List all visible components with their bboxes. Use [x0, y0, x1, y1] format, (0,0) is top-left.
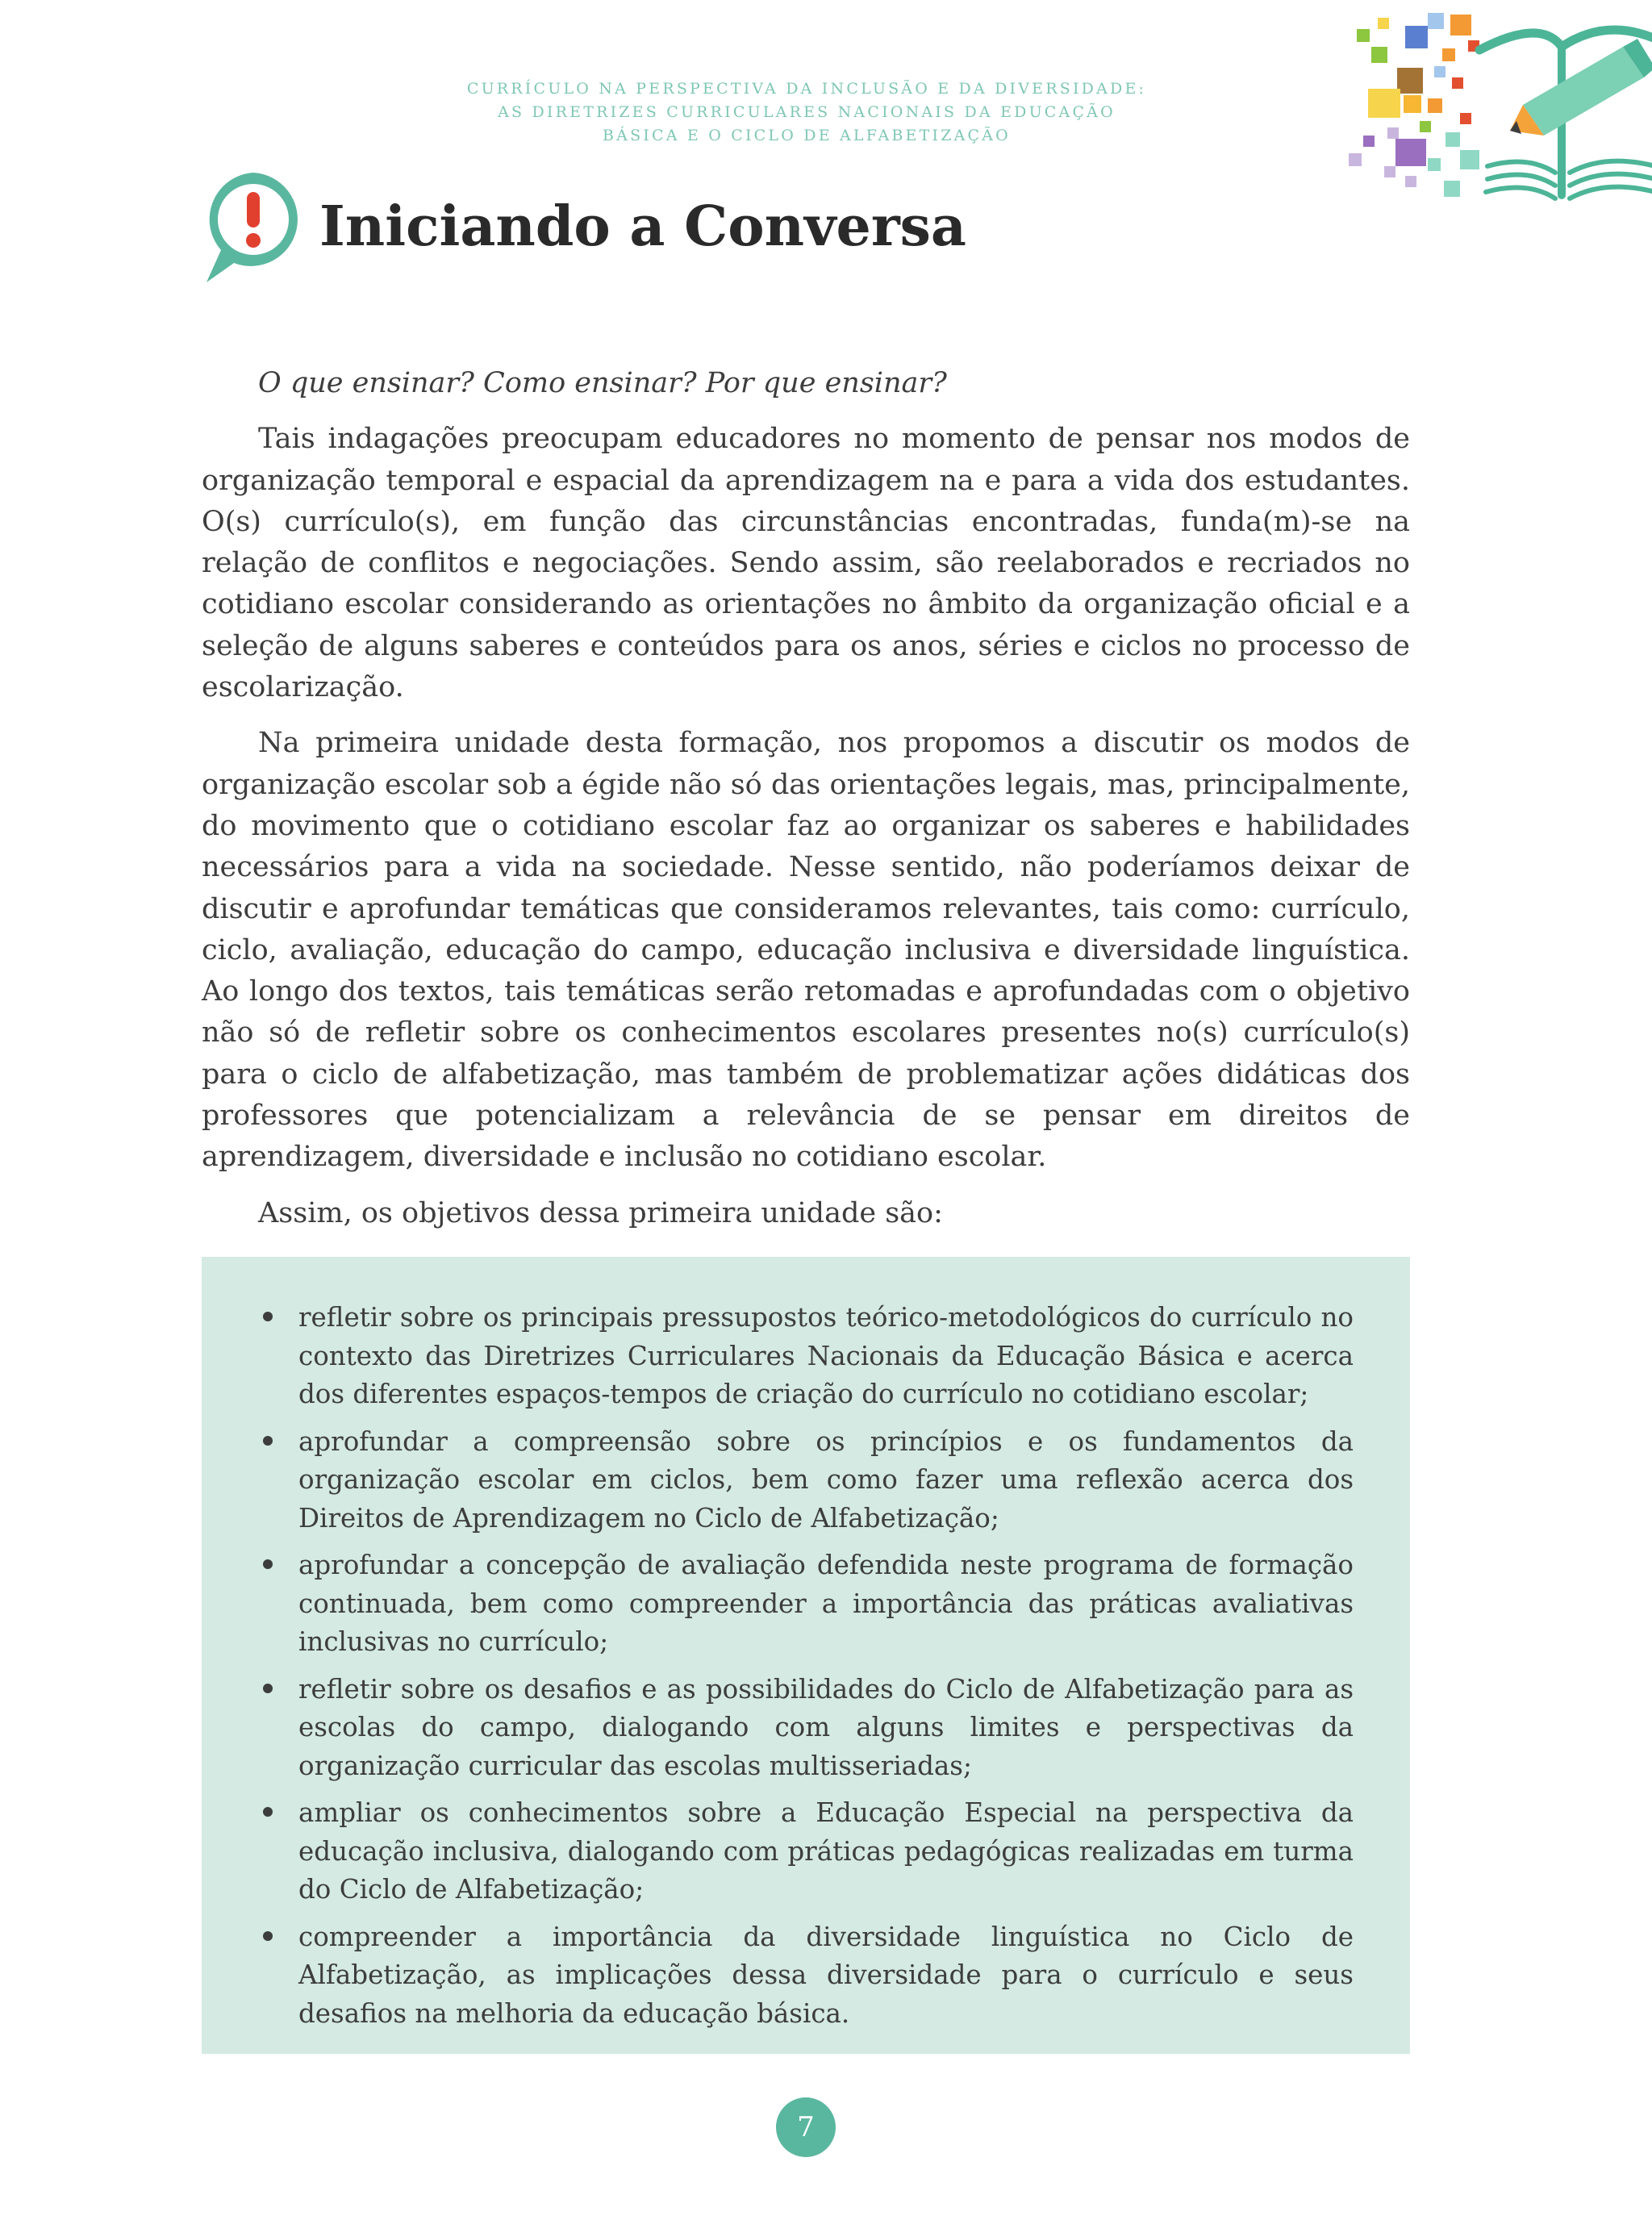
guiding-questions: O que ensinar? Como ensinar? Por que ensinar?: [258, 367, 947, 399]
paragraph: Tais indagações preocupam educadores no momento de pensar nos modos de organização temporal e espacial da aprendizagem na e para a vida dos estudantes. O(s) currículo(s), em função das circunstâncias encontradas, funda(m)-se na relação de conflitos e negociações. Sendo assim, são reelaborados e recriados no cotidiano escolar considerando as orientações no âmbito da organização oficial e a seleção de alguns saberes e conteúdos para os anos, séries e ciclos no processo de escolarização.: [202, 423, 1410, 704]
objective-item: [298, 1546, 1354, 1662]
objective-text: refletir sobre os principais pressupostos teórico-metodológicos do currículo no contexto das Diretrizes Curriculares Nacionais da Educação Básica e acerca dos diferentes espaços-tempos de criação do currículo no cotidiano escolar;: [298, 1302, 1354, 1409]
running-header: [436, 77, 1178, 148]
objective-text: aprofundar a compreensão sobre os princípios e os fundamentos da organização escolar em ciclos, bem como fazer uma reflexão acerca dos Direitos de Aprendizagem no Ciclo de Alfabetização;: [298, 1425, 1354, 1534]
objective-item: [298, 1918, 1354, 2034]
paragraph: Na primeira unidade desta formação, nos propomos a discutir os modos de organização escolar sob a égide não só das orientações legais, mas, principalmente, do movimento que o cotidiano escolar faz ao organizar os saberes e habilidades necessários para a vida na sociedade. Nesse sentido, não poderíamos deixar de discutir e aprofundar temáticas que consideramos relevantes, tais como: currículo, ciclo, avaliação, educação do campo, educação inclusiva e diversidade linguística. Ao longo dos textos, tais temáticas serão retomadas e aprofundadas com o objetivo não só de refletir sobre os conhecimentos escolares presentes no(s) currículo(s) para o ciclo de alfabetização, mas também de problematizar ações didáticas dos professores que potencializam a relevância de se pensar em direitos de aprendizagem, diversidade e inclusão no cotidiano escolar.: [202, 727, 1410, 1174]
bullet-icon: [263, 1684, 273, 1693]
pixel-mosaic-icon: [1349, 13, 1479, 197]
objective-item: [298, 1671, 1354, 1786]
pencil-icon: [1510, 39, 1652, 136]
running-header-line: CURRÍCULO NA PERSPECTIVA DA INCLUSÃO E DA DIVERSIDADE:: [466, 80, 1147, 98]
objective-text: compreender a importância da diversidade linguística no Ciclo de Alfabetização, as implicações dessa diversidade para o currículo e seus desafios na melhoria da educação básica.: [298, 1921, 1354, 2029]
objective-text: aprofundar a concepção de avaliação defendida neste programa de formação continuada, bem como compreender a importância das práticas avaliativas inclusivas no currículo;: [298, 1550, 1354, 1657]
objectives-box: [202, 1257, 1410, 2054]
objective-text: ampliar os conhecimentos sobre a Educação Especial na perspectiva da educação inclusiva, dialogando com práticas pedagógicas realizadas em turma do Ciclo de Alfabetização;: [298, 1797, 1354, 1905]
objective-text: refletir sobre os desafios e as possibilidades do Ciclo de Alfabetização para as escolas do campo, dialogando com alguns limites e perspectivas da organização curricular das escolas multisseriadas;: [298, 1673, 1354, 1781]
running-header-line: BÁSICA E O CICLO DE ALFABETIZAÇÃO: [603, 127, 1011, 144]
bullet-icon: [263, 1436, 273, 1446]
page-number: 7: [776, 2097, 836, 2157]
body-text: [202, 363, 1410, 1249]
bullet-icon: [263, 1312, 273, 1321]
book-pencil-decoration: [1339, 0, 1652, 210]
section-title: Iniciando a Conversa: [319, 194, 966, 259]
objectives-list: [202, 1257, 1410, 2033]
exclamation-speech-bubble-icon: [202, 169, 305, 286]
bullet-icon: [263, 1559, 273, 1569]
paragraph: Assim, os objetivos dessa primeira unidade são:: [258, 1196, 943, 1229]
bullet-icon: [263, 1807, 273, 1817]
objective-item: [298, 1794, 1354, 1909]
running-header-line: AS DIRETRIZES CURRICULARES NACIONAIS DA EDUCAÇÃO: [498, 103, 1116, 121]
bullet-icon: [263, 1931, 273, 1941]
objective-item: [298, 1299, 1354, 1414]
objective-item: [298, 1423, 1354, 1538]
